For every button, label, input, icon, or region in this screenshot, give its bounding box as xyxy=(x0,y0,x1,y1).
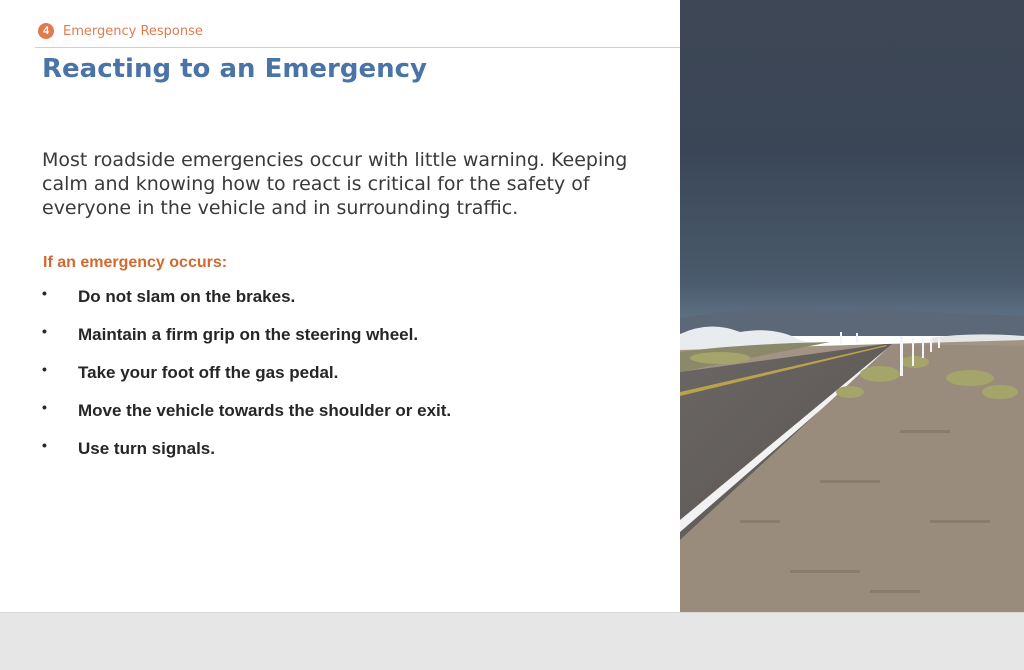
bullet-icon: • xyxy=(42,361,47,377)
list-item-text: Maintain a firm grip on the steering wheel. xyxy=(78,325,419,344)
list-subheading: If an emergency occurs: xyxy=(43,254,228,271)
section-header xyxy=(38,22,203,40)
bullet-icon: • xyxy=(42,437,47,453)
section-number-badge: 4 xyxy=(38,23,54,39)
road-under-storm-sky-photo xyxy=(680,0,1024,612)
list-item-text: Take your foot off the gas pedal. xyxy=(78,363,339,382)
bullet-icon: • xyxy=(42,323,47,339)
bullet-icon: • xyxy=(42,285,47,301)
footer-bar xyxy=(0,612,1024,670)
list-item-text: Move the vehicle towards the shoulder or exit. xyxy=(78,401,452,420)
section-label: Emergency Response xyxy=(63,23,203,39)
page-title: Reacting to an Emergency xyxy=(42,54,427,84)
bullet-icon: • xyxy=(42,399,47,415)
header-divider xyxy=(35,47,680,48)
intro-paragraph: Most roadside emergencies occur with little warning. Keeping calm and knowing how to react is critical for the safety of everyone in the vehicle and in surrounding traffic. xyxy=(42,149,628,219)
list-item-text: Use turn signals. xyxy=(78,439,215,458)
list-item-text: Do not slam on the brakes. xyxy=(78,287,296,306)
